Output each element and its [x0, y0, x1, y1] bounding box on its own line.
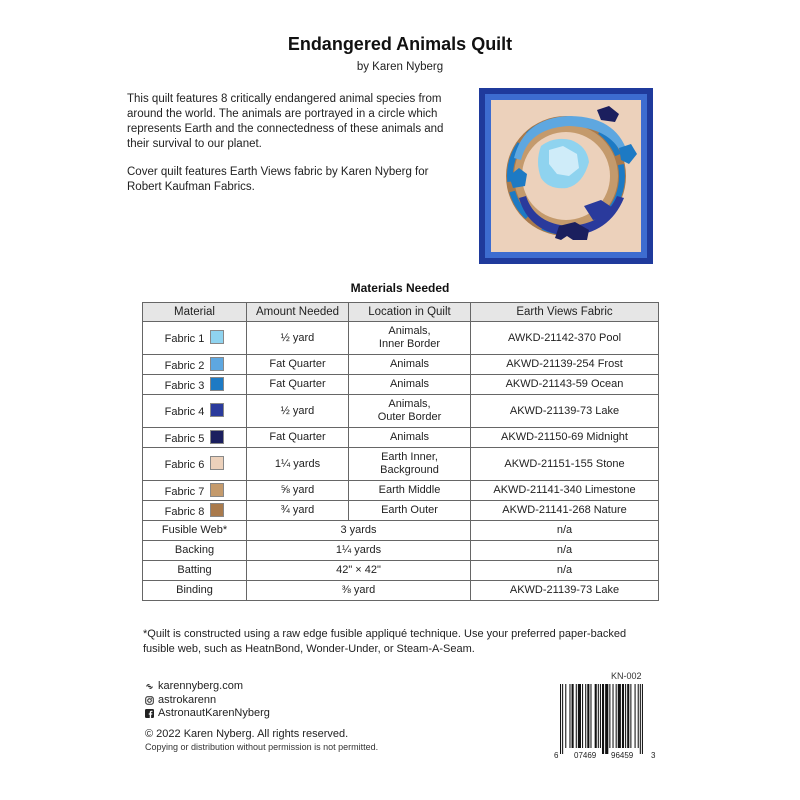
amount-cell: ⅝ yard: [247, 481, 349, 501]
fabric-swatch: [210, 483, 224, 497]
material-label: Fabric 6: [164, 459, 205, 471]
table-row: [143, 395, 659, 428]
fabric-cell: AKWD-21139-254 Frost: [471, 355, 659, 375]
table-row: [143, 355, 659, 375]
author-byline: by Karen Nyberg: [356, 61, 444, 73]
barcode-bar: [598, 684, 599, 748]
intro-paragraph-2: Cover quilt features Earth Views fabric by Karen Nyberg for Robert Kaufman Fabrics.: [127, 166, 429, 193]
table-header-row: [143, 303, 659, 322]
material-cell: Batting: [143, 561, 247, 581]
material-label: Fabric 5: [164, 432, 205, 445]
barcode-bar: [600, 684, 601, 748]
barcode-bar: [638, 684, 639, 748]
amount-cell: Fat Quarter: [247, 355, 349, 375]
material-cell: Fusible Web*: [143, 521, 247, 541]
barcode-bar: [622, 684, 624, 748]
table-row: [143, 521, 659, 541]
table-row: [143, 322, 659, 355]
material-label: Fabric 4: [164, 406, 205, 418]
copy-restriction-note: Copying or distribution without permission is not permitted.: [145, 742, 379, 752]
material-cell: [143, 501, 247, 521]
fabric-cell: AKWD-21141-340 Limestone: [471, 481, 659, 501]
barcode-bar: [560, 684, 561, 754]
quilt-cover-image: [479, 88, 653, 264]
barcode-bar: [630, 684, 631, 748]
table-row: [143, 428, 659, 448]
fabric-swatch: [210, 503, 224, 517]
amount-cell: ¾ yard: [247, 501, 349, 521]
barcode-bar: [582, 684, 583, 748]
fabric-cell: n/a: [471, 541, 659, 561]
table-row: [143, 481, 659, 501]
barcode-bar: [585, 684, 586, 748]
amount-cell: 42" × 42": [247, 561, 471, 581]
location-line-2: Outer Border: [377, 411, 442, 423]
contact-instagram[interactable]: [145, 694, 270, 708]
contact-facebook[interactable]: [145, 707, 270, 721]
table-row: [143, 561, 659, 581]
amount-cell: Fat Quarter: [247, 375, 349, 395]
barcode-bar: [590, 684, 591, 748]
intro-text: [127, 92, 462, 208]
upc-barcode: [553, 684, 657, 760]
barcode-bar: [578, 684, 581, 748]
website-text[interactable]: karennyberg.com: [158, 680, 243, 692]
material-cell: Backing: [143, 541, 247, 561]
location-cell: [349, 322, 471, 355]
barcode-bar: [613, 684, 614, 748]
fabric-cell: AWKD-21142-370 Pool: [471, 322, 659, 355]
fabric-swatch: [210, 456, 224, 470]
fabric-swatch: [210, 357, 224, 371]
fabric-swatch: [210, 330, 224, 344]
instagram-icon: [145, 696, 154, 705]
location-cell: Earth Outer: [349, 501, 471, 521]
table-row: [143, 581, 659, 601]
material-label: Fabric 7: [164, 485, 205, 498]
barcode-bar: [642, 684, 643, 754]
amount-cell: ½ yard: [247, 322, 349, 355]
page-title: Endangered Animals Quilt: [287, 34, 513, 54]
contact-list: [145, 680, 270, 721]
barcode-digits-left: 07469: [574, 751, 597, 760]
location-line-2: Background: [380, 464, 439, 476]
column-header-location: Location in Quilt: [349, 303, 471, 322]
barcode-bar: [569, 684, 570, 748]
material-label: Fabric 2: [164, 359, 205, 372]
amount-cell: 3 yards: [247, 521, 471, 541]
material-cell: [143, 322, 247, 355]
barcode-digit-check: 3: [651, 751, 656, 760]
contact-website[interactable]: [145, 680, 270, 694]
barcode-bar: [627, 684, 629, 748]
barcode-digits-right: 96459: [611, 751, 634, 760]
instagram-text[interactable]: astrokarenn: [158, 693, 217, 706]
product-code: KN-002: [611, 671, 642, 681]
material-label: Fabric 8: [164, 505, 205, 518]
materials-table: [142, 302, 659, 601]
link-icon: [145, 682, 154, 691]
barcode-bar: [616, 684, 617, 748]
material-cell: [143, 375, 247, 395]
fabric-cell: AKWD-21141-268 Nature: [471, 501, 659, 521]
barcode-digit-lead: 6: [554, 751, 559, 760]
amount-cell: ⅜ yard: [247, 581, 471, 601]
amount-cell: 1¼ yards: [247, 541, 471, 561]
barcode-bar: [565, 684, 566, 748]
fabric-swatch: [210, 377, 224, 391]
fabric-swatch: [210, 430, 224, 444]
fabric-swatch: [210, 403, 224, 417]
barcode-bar: [618, 684, 621, 748]
materials-heading: Materials Needed: [350, 281, 450, 295]
column-header-amount: Amount Needed: [247, 303, 349, 322]
fabric-cell: n/a: [471, 561, 659, 581]
barcode-bar: [587, 684, 589, 748]
barcode-bar: [595, 684, 597, 748]
barcode-bar: [576, 684, 577, 748]
column-header-fabric: Earth Views Fabric: [471, 303, 659, 322]
location-line-1: Animals,: [388, 398, 431, 410]
material-cell: [143, 395, 247, 428]
fabric-cell: AKWD-21151-155 Stone: [471, 448, 659, 481]
barcode-bar: [625, 684, 626, 748]
table-row: [143, 375, 659, 395]
amount-cell: Fat Quarter: [247, 428, 349, 448]
location-cell: Animals: [349, 428, 471, 448]
fabric-cell: n/a: [471, 521, 659, 541]
barcode-bar: [609, 684, 610, 748]
location-cell: Animals: [349, 355, 471, 375]
location-cell: Earth Middle: [349, 481, 471, 501]
location-line-2: Inner Border: [378, 338, 441, 350]
fabric-cell: AKWD-21143-59 Ocean: [471, 375, 659, 395]
location-cell: Animals: [349, 375, 471, 395]
footnote: *Quilt is constructed using a raw edge fusible appliqué technique. Use your preferred paper-backed fusible web, such as HeatnBond, Wonder-Under, or Steam-A-Seam.: [143, 628, 627, 655]
barcode-bar: [635, 684, 636, 748]
copyright-text: © 2022 Karen Nyberg. All rights reserved.: [145, 728, 349, 740]
material-cell: [143, 448, 247, 481]
table-row: [143, 501, 659, 521]
material-label: Fabric 3: [164, 379, 205, 392]
location-cell: [349, 448, 471, 481]
intro-paragraph-1: This quilt features 8 critically endangered animal species from around the world. The animals are portrayed in a circle which represents Earth and the connectedness of these animals and their survival to our planet.: [127, 93, 444, 150]
amount-cell: 1¼ yards: [247, 448, 349, 481]
column-header-material: Material: [143, 303, 247, 322]
facebook-icon: [145, 709, 154, 718]
table-row: [143, 448, 659, 481]
material-label: Fabric 1: [164, 333, 205, 345]
fabric-cell: AKWD-21150-69 Midnight: [471, 428, 659, 448]
fabric-cell: AKWD-21139-73 Lake: [471, 581, 659, 601]
location-line-1: Animals,: [388, 325, 431, 337]
barcode-bar: [605, 684, 608, 754]
barcode-bar: [562, 684, 563, 754]
location-cell: [349, 395, 471, 428]
barcode-bar: [640, 684, 641, 754]
table-row: [143, 541, 659, 561]
material-cell: [143, 355, 247, 375]
barcode-bar: [572, 684, 574, 748]
material-cell: Binding: [143, 581, 247, 601]
location-line-1: Earth Inner,: [381, 451, 438, 463]
barcode-bar: [602, 684, 604, 754]
material-cell: [143, 481, 247, 501]
amount-cell: ½ yard: [247, 395, 349, 428]
fabric-cell: AKWD-21139-73 Lake: [471, 395, 659, 428]
material-cell: [143, 428, 247, 448]
facebook-text[interactable]: AstronautKarenNyberg: [158, 707, 270, 719]
